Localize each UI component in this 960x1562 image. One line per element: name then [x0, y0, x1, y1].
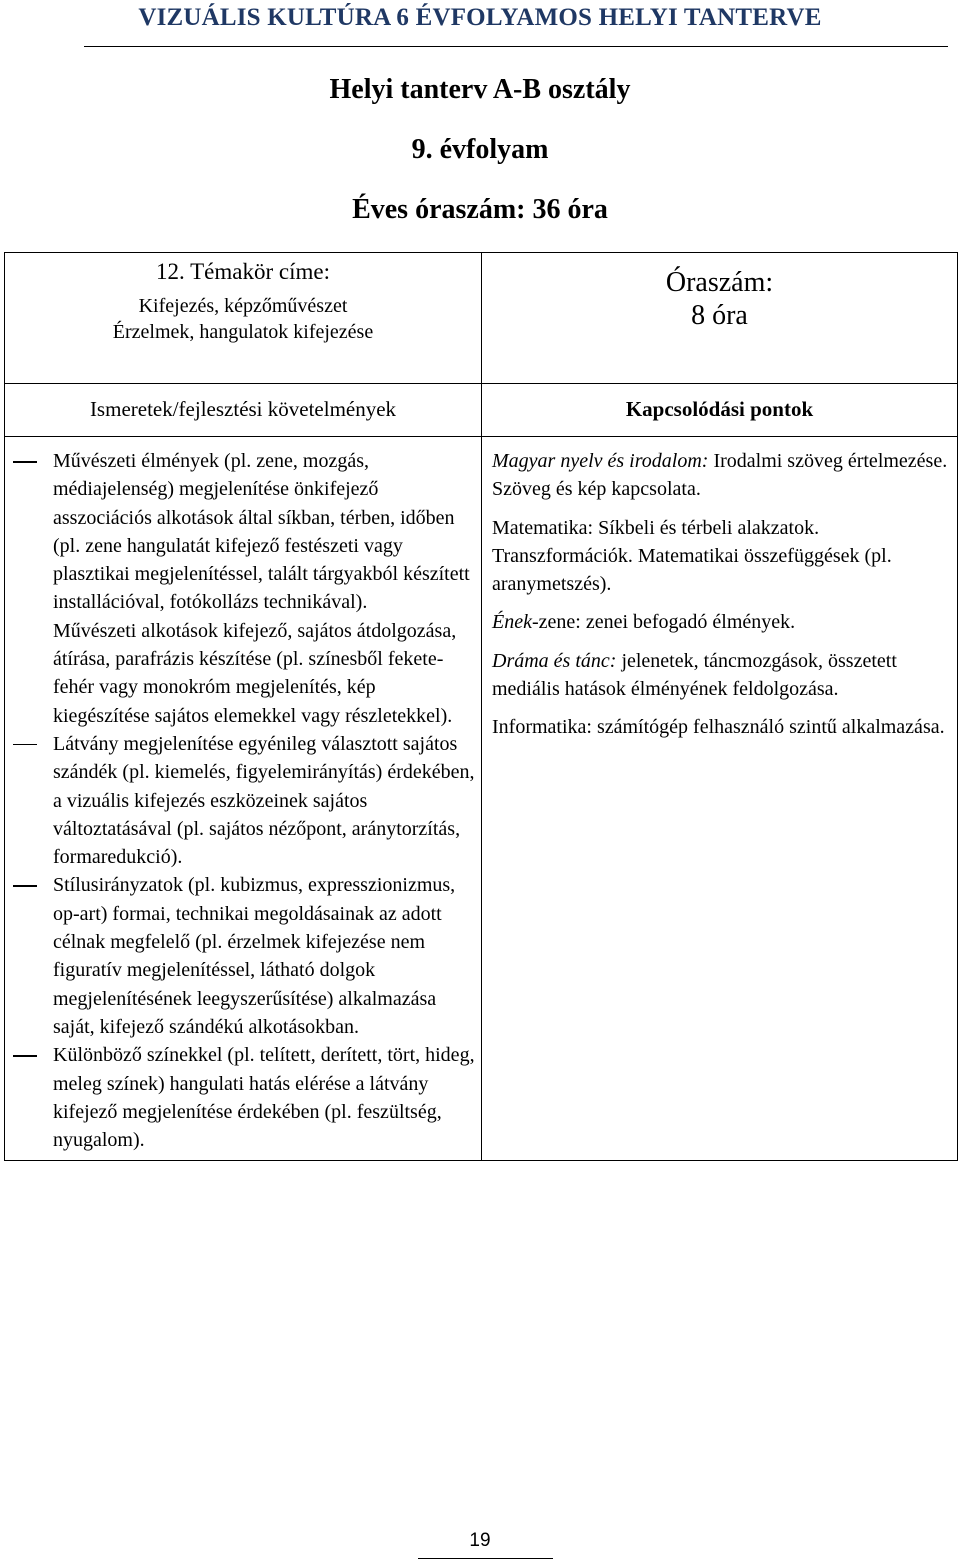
- column-header-connections: [482, 384, 958, 437]
- connection-text: Informatika: számítógép felhasználó szintű alkalmazása.: [492, 716, 945, 739]
- requirement-item: [5, 730, 475, 871]
- header-divider: [84, 46, 948, 47]
- column-header-connections-text: Kapcsolódási pontok: [625, 397, 814, 421]
- curriculum-table: [4, 252, 958, 1161]
- requirement-text: Különböző színekkel (pl. telített, derített, tört, hideg, meleg színek) hangulati hatás elérése a látvány kifejező megjelenítése érdekében (pl. feszültség, nyugalom).: [53, 1044, 475, 1152]
- requirements-cell: [5, 437, 482, 1161]
- connection-item: [482, 713, 949, 741]
- requirement-item: [5, 447, 475, 617]
- connection-text: Irodalmi szöveg értelmezése. Szöveg és kép kapcsolata.: [492, 450, 948, 501]
- requirement-item: [5, 871, 475, 1041]
- column-header-requirements: [5, 384, 482, 437]
- connection-text: -zene: zenei befogadó élmények.: [531, 611, 796, 634]
- hours-label: Óraszám:: [665, 267, 774, 298]
- column-header-requirements-text: Ismeretek/fejlesztési követelmények: [89, 397, 397, 421]
- plan-title: Helyi tanterv A-B osztály: [329, 74, 631, 105]
- requirement-continuation: Művészeti alkotások kifejező, sajátos átdolgozása, átírása, parafrázis készítése (pl. színesből fekete-fehér vagy monokróm megjelenítés, kép kiegészítése sajátos elemekkel vagy részletekkel).: [53, 619, 457, 727]
- annual-hours-title: Éves óraszám: 36 óra: [352, 194, 608, 225]
- topic-cell: [5, 253, 482, 384]
- connection-subject: Magyar nyelv és irodalom:: [492, 450, 709, 472]
- requirement-text: Stílusirányzatok (pl. kubizmus, expresszionizmus, op-art) formai, technikai megoldásainak az adott célnak megfelelő (pl. érzelmek kifejezése nem figuratív megjelenítéssel, látható dolgok megjelenítésének leegyszerűsítése) alkalmazása saját, kifejező szándékú alkotásokban.: [53, 874, 456, 1038]
- connection-text: Matematika: Síkbeli és térbeli alakzatok. Transzformációk. Matematikai összefüggések (pl. aranymetszés).: [492, 516, 892, 596]
- connection-item: [482, 608, 949, 636]
- topic-label: 12. Témakör címe:: [156, 259, 330, 284]
- topic-line-2: Érzelmek, hangulatok kifejezése: [112, 321, 374, 343]
- requirement-text: Látvány megjelenítése egyénileg választott sajátos szándék (pl. kiemelés, figyelemirányítás) érdekében, a vizuális kifejezés eszközeinek sajátos változtatásával (pl. sajátos nézőpont, aránytorzítás, formaredukció).: [53, 732, 475, 869]
- connection-text: jelenetek, táncmozgások, összetett mediális hatások élményének feldolgozása.: [492, 649, 897, 701]
- document-header-title: VIZUÁLIS KULTÚRA 6 ÉVFOLYAMOS HELYI TANTERVE: [138, 4, 822, 31]
- connection-item: [482, 647, 949, 704]
- topic-line-1: Kifejezés, képzőművészet: [138, 295, 348, 317]
- hours-value: 8 óra: [691, 300, 748, 331]
- connection-subject: Dráma és tánc:: [492, 649, 617, 672]
- requirements-list: [5, 447, 475, 617]
- requirement-item: [5, 1041, 475, 1154]
- connections-cell: [482, 437, 958, 1161]
- page-number: 19: [469, 1530, 491, 1551]
- connection-subject: Ének: [492, 611, 532, 634]
- connection-item: [482, 514, 949, 599]
- requirement-text: Művészeti élmények (pl. zene, mozgás, médiajelenség) megjelenítése önkifejező asszociációs alkotások által síkban, térben, időben (pl. zene hangulatát kifejező festészeti vagy plasztikai megjelenítéssel, talált tárgyakból készített installációval, fotókollázs technikával).: [53, 450, 470, 614]
- hours-cell: [482, 253, 958, 384]
- requirements-list-cont: [5, 730, 475, 1154]
- grade-title: 9. évfolyam: [411, 134, 549, 165]
- connection-item: [482, 447, 949, 504]
- footer-divider: [418, 1558, 553, 1559]
